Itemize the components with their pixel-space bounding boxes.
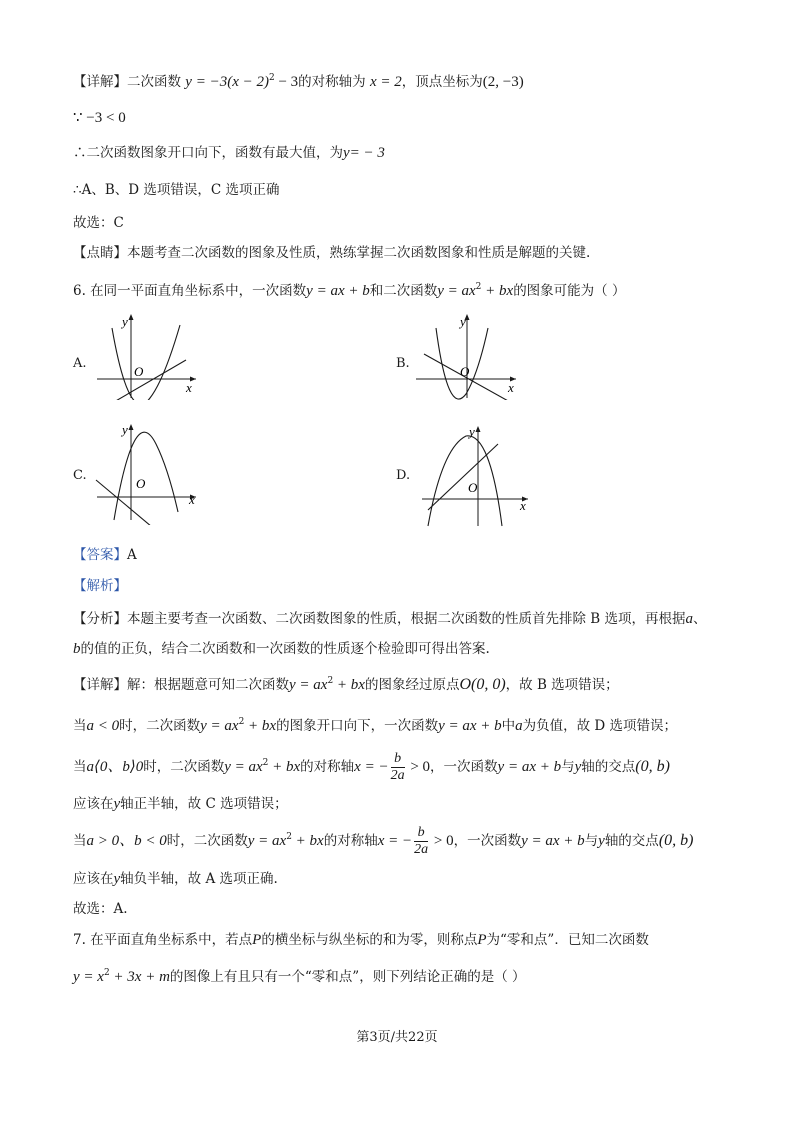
- y-label: y: [122, 422, 128, 437]
- detail-line-7: [73, 899, 128, 919]
- option-b-label: B.: [396, 356, 410, 371]
- var: y: [598, 833, 605, 849]
- math-expr: + bx: [268, 759, 301, 775]
- fraction-denominator: 2a: [414, 842, 429, 857]
- text: 二次函数: [127, 74, 181, 90]
- text: 6. 在同一平面直角坐标系中，一次函数: [73, 283, 307, 299]
- exponent: 2: [475, 282, 482, 292]
- detail-tag: 【详解】: [73, 677, 127, 693]
- option-a-label: A.: [73, 356, 87, 371]
- text: 应该在: [73, 871, 114, 887]
- math-expr: y = ax: [437, 283, 476, 299]
- option-b-graph: [414, 310, 524, 400]
- fraction-numerator: b: [391, 751, 405, 768]
- prev-comment: [73, 243, 590, 263]
- line: [114, 360, 186, 400]
- text: 时，二次函数: [119, 718, 201, 734]
- analysis-tag: 【解析】: [73, 578, 127, 594]
- text: 轴负半轴，故 A 选项正确.: [120, 871, 278, 887]
- text: 本题考查二次函数的图象及性质，熟练掌握二次函数图象和性质是解题的关键.: [127, 245, 591, 261]
- text: 和二次函数: [369, 283, 438, 299]
- option-a-graph: [92, 310, 202, 400]
- text: ，一次函数: [430, 759, 498, 775]
- var: a: [515, 718, 523, 734]
- text: 解：根据题意可知二次函数: [127, 677, 289, 693]
- math-expr: y = ax: [247, 833, 287, 849]
- text: 当: [73, 833, 87, 849]
- text: 与: [561, 759, 575, 775]
- parabola: [112, 325, 180, 400]
- text: 当: [73, 718, 87, 734]
- q6-stem: [73, 281, 625, 301]
- text: 时，二次函数: [166, 833, 248, 849]
- var: y: [574, 759, 582, 775]
- text: 7. 在平面直角坐标系中，若点: [73, 932, 253, 948]
- parabola: [114, 432, 178, 520]
- math-expr: x = −: [377, 833, 413, 849]
- text: 为负值，故 D 选项错误；: [522, 718, 678, 734]
- option-c-graph: [92, 420, 207, 525]
- math-expr: ∵ −3 < 0: [73, 110, 126, 126]
- prev-detail-line-3: [73, 143, 385, 163]
- origin-label: O: [136, 476, 146, 491]
- math-expr: x = 2: [369, 74, 402, 90]
- math-expr: + bx: [481, 283, 514, 299]
- y-label: y: [122, 314, 128, 329]
- math-expr: y = ax: [224, 759, 263, 775]
- math-expr: y= − 3: [343, 145, 385, 161]
- exponent: 2: [286, 832, 292, 842]
- page-footer: 第3页/共22页: [356, 1030, 438, 1045]
- detail-line-1: [73, 675, 619, 695]
- exponent: 2: [327, 676, 334, 686]
- fraction: [414, 825, 428, 858]
- math-expr: + 3x + m: [109, 969, 170, 985]
- fraction-numerator: b: [414, 825, 428, 842]
- origin-point: O(0, 0): [459, 676, 506, 693]
- math-expr: y = −3(x − 2): [185, 74, 269, 90]
- line: [428, 444, 498, 510]
- text: 的对称轴: [300, 759, 355, 775]
- point: (0, b): [658, 832, 694, 849]
- line: [96, 480, 158, 525]
- origin-label: O: [134, 364, 144, 379]
- text: 的值的正负，结合二次函数和一次函数的性质逐个检验即可得出答案.: [80, 641, 490, 657]
- text: 的图象可能为（ ）: [513, 283, 626, 299]
- math-expr: y = ax: [200, 718, 239, 734]
- answer-tag: 【答案】: [73, 547, 127, 563]
- fraction-denominator: 2a: [390, 768, 405, 783]
- math-expr: + bx: [291, 833, 324, 849]
- detail-line-6: [73, 869, 278, 889]
- math-expr: a < 0: [86, 718, 120, 734]
- var: y: [113, 796, 121, 812]
- x-label: x: [189, 492, 195, 507]
- x-label: x: [508, 380, 514, 395]
- fraction: [391, 751, 405, 784]
- var: P: [477, 932, 487, 948]
- origin-label: O: [460, 364, 470, 379]
- text: ，一次函数: [453, 833, 522, 849]
- math-expr: y = ax + b: [306, 283, 370, 299]
- math-expr: + bx: [333, 677, 365, 693]
- x-label: x: [186, 380, 192, 395]
- q7-line-2: [73, 967, 526, 987]
- math-expr: > 0: [430, 833, 454, 849]
- answer-line: [73, 545, 137, 565]
- exponent: 2: [103, 968, 110, 978]
- text: ，顶点坐标为: [401, 74, 483, 90]
- option-d-label: D.: [396, 468, 411, 483]
- y-axis-arrow: [476, 426, 481, 432]
- text: 故选：C: [73, 215, 124, 231]
- var: y: [113, 871, 121, 887]
- var: a: [685, 611, 694, 627]
- fenxi-line-2: [73, 639, 490, 659]
- text: 应该在: [73, 796, 114, 812]
- parabola: [428, 436, 502, 526]
- x-label: x: [520, 498, 526, 513]
- text: 本题主要考查一次函数、二次函数图象的性质，根据二次函数的性质首先排除 B 选项，再根据: [127, 611, 686, 627]
- text: 为“零和点”．已知二次函数: [486, 932, 649, 948]
- text: ，故 B 选项错误；: [505, 677, 619, 693]
- text: 轴的交点: [604, 833, 659, 849]
- math-expr: y = ax + b: [438, 718, 502, 734]
- var: P: [252, 932, 262, 948]
- text: 与: [584, 833, 599, 849]
- math-expr: a⟨0、b⟩0: [86, 759, 144, 775]
- math-expr: x = −: [354, 759, 389, 775]
- prev-detail-line-2: [73, 108, 126, 128]
- text: 轴正半轴，故 C 选项错误；: [120, 796, 288, 812]
- text: 中: [501, 718, 516, 734]
- text: 的对称轴: [323, 833, 378, 849]
- exponent: 2: [262, 758, 269, 768]
- detail-line-4: [73, 794, 288, 814]
- text: 轴的交点: [581, 759, 636, 775]
- answer-value: A: [127, 547, 137, 563]
- q7-line-1: [73, 930, 649, 950]
- math-expr: y = ax + b: [497, 759, 562, 775]
- text: 的图像上有且只有一个“零和点”，则下列结论正确的是（ ）: [169, 969, 526, 985]
- y-label: y: [460, 314, 466, 329]
- prev-detail-line-4: [73, 180, 280, 200]
- text: 故选：A.: [73, 901, 128, 917]
- math-expr: > 0: [406, 759, 431, 775]
- y-axis-arrow: [129, 314, 134, 320]
- analysis-heading: [73, 576, 127, 596]
- math-expr: y = ax: [289, 677, 328, 693]
- prev-detail-line-5: [73, 213, 124, 233]
- text: 的对称轴为: [298, 74, 366, 90]
- text: ∴二次函数图象开口向下，函数有最大值，为: [73, 145, 343, 161]
- detail-line-2: [73, 716, 677, 736]
- text: 的图象开口向下，一次函数: [276, 718, 439, 734]
- text: 的图象经过原点: [364, 677, 460, 693]
- exponent: 2: [268, 73, 275, 83]
- math-expr: + bx: [244, 718, 277, 734]
- fenxi-line-1: [73, 609, 707, 629]
- prev-detail-line-1: [73, 72, 524, 92]
- exponent: 2: [238, 717, 245, 727]
- math-expr: a > 0、b < 0: [86, 833, 167, 849]
- comment-tag: 【点睛】: [73, 245, 127, 261]
- vertex-coord: (2, −3): [482, 74, 524, 90]
- option-d-graph: [414, 422, 534, 530]
- y-label: y: [469, 424, 475, 439]
- math-expr: y = ax + b: [521, 833, 585, 849]
- text: 、: [693, 611, 707, 627]
- point: (0, b): [635, 758, 670, 775]
- fenxi-tag: 【分析】: [73, 611, 127, 627]
- math-expr: y = x: [73, 969, 104, 985]
- math-expr: − 3: [274, 74, 299, 90]
- detail-line-5: [73, 823, 693, 859]
- text: ∴A、B、D 选项错误，C 选项正确: [73, 182, 280, 198]
- text: 时，二次函数: [143, 759, 225, 775]
- option-c-label: C.: [73, 468, 87, 483]
- text: 的横坐标与纵坐标的和为零，则称点: [261, 932, 478, 948]
- y-axis-arrow: [129, 424, 134, 430]
- origin-label: O: [468, 480, 478, 495]
- detail-tag: 【详解】: [73, 74, 127, 90]
- detail-line-3: [73, 749, 670, 785]
- text: 当: [73, 759, 87, 775]
- var: b: [73, 641, 81, 657]
